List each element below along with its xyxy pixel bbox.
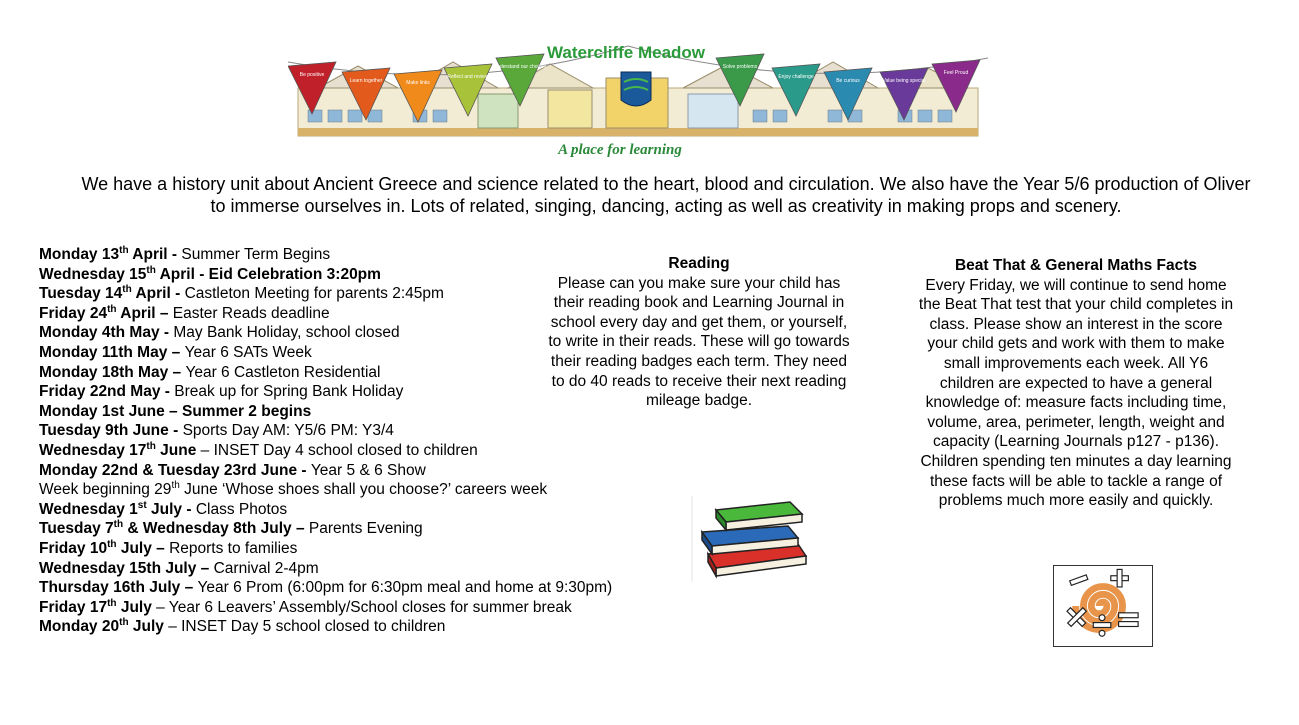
term-date-label: April - Eid Celebration 3:20pm [155,265,381,283]
term-date-event: Easter Reads deadline [172,304,330,322]
term-date-label: Tuesday 14 [39,285,123,303]
date-suffix: th [146,264,156,276]
term-date-label: July - [146,500,196,518]
reading-section [546,254,852,411]
intro-paragraph: We have a history unit about Ancient Greece and science related to the heart, blood and circulation. We also have the Year 5/6 production of Oliver to immerse ourselves in. Lots of related, singing, dancing, acting as well as creativity in making props and scenery. [81,174,1251,216]
term-date-row [39,519,679,539]
term-date-event: Year 6 SATs Week [184,343,312,361]
term-date-event: May Bank Holiday, school closed [173,324,400,342]
term-date-label: Monday 13 [39,246,120,263]
term-date-label: Monday 4th May - [39,324,174,342]
bunting-flag-label: Enjoy challenge [778,74,814,80]
date-suffix: st [137,499,147,511]
maths-section [918,256,1234,511]
term-date-row [39,598,679,618]
term-date-event: Year 6 Prom (6:00pm for 6:30pm meal and home at 9:30pm) [197,579,613,597]
bunting-flag-label: Reflect and review [447,74,489,80]
date-suffix: th [107,597,117,609]
term-date-label: June [155,441,197,459]
term-date-label: Monday 22nd & Tuesday 23rd June - [39,461,311,479]
reading-body: Please can you make sure your child has their reading book and Learning Journal in school every day and get them, or yourself, to write in their reads. These will go towards their reading badges each term. They need to do 40 reads to receive their next reading mileage badge. [548,274,850,410]
bunting-flag-label: Value being special [882,78,926,84]
term-date-label: & Wednesday 8th July – [123,520,309,538]
term-date-row [39,480,679,500]
term-date-event: – INSET Day 5 school closed to children [163,618,446,636]
term-date-label: Monday 1st June – Summer 2 begins [39,402,312,420]
term-date-label: Friday 17 [39,598,108,616]
term-date-row [39,539,679,559]
term-date-event: Castleton Meeting for parents 2:45pm [184,285,444,303]
date-suffix: th [107,303,117,315]
term-date-label: Friday 22nd May - [39,383,175,401]
bunting-flag-label: Learn together [349,78,383,84]
bunting-flag-label: Solve problems [722,64,758,70]
date-suffix: th [113,519,124,531]
term-date-event: – INSET Day 4 school closed to children [196,441,478,459]
term-date-row [39,500,679,520]
term-date-row [39,578,679,598]
term-date-event: Year 6 Castleton Residential [185,363,381,381]
date-suffix: th [171,479,180,491]
bunting-flag-label: Understand our choices [493,64,547,70]
term-date-label: April - [131,285,185,303]
term-date-label: July – [116,539,170,557]
term-date-event: June ‘Whose shoes shall you choose?’ careers week [179,481,548,499]
maths-body: Every Friday, we will continue to send home the Beat That test that your child completes in class. Please show an interest in the score your child gets and work with them to make small improvements each week. All Y6 children are expected to have a general knowledge of: measure facts including time, volume, area, perimeter, length, weight and capacity (Learning Journals p127 - p136). Children spending ten minutes a day learning these facts will be able to tackle a range of problems much more easily and quickly. [918,276,1234,510]
term-date-label: Tuesday 7 [39,520,114,538]
term-date-event: Break up for Spring Bank Holiday [174,383,404,401]
school-tagline: A place for learning [558,142,682,158]
school-name: Watercliffe Meadow [546,43,706,62]
term-date-event: Class Photos [195,500,288,518]
term-date-label: Friday 24 [39,304,108,322]
school-banner [288,18,988,160]
date-suffix: th [146,440,156,452]
term-date-label: Monday 11th May – [39,343,185,361]
term-date-label: Tuesday 9th June - [39,422,183,440]
school-building-illustration [288,18,988,160]
term-date-label: Wednesday 1 [39,500,138,518]
term-date-event: Parents Evening [308,520,423,538]
term-date-row [39,441,679,461]
term-date-row [39,617,679,637]
reading-heading: Reading [668,255,730,272]
term-date-label: Monday 18th May – [39,363,186,381]
term-date-label: July [116,598,152,616]
date-suffix: th [122,284,132,296]
bunting-flag-label: Be curious [836,78,860,84]
bunting-flag-label: Be positive [299,72,325,78]
term-date-event: Carnival 2-4pm [213,559,319,577]
term-date-label: July [128,618,164,636]
date-suffix: th [107,538,117,550]
term-date-row [39,461,679,481]
term-date-label: Thursday 16th July – [39,579,198,597]
maths-heading: Beat That & General Maths Facts [954,257,1198,274]
term-date-label: Wednesday 15th July – [39,559,214,577]
term-date-event: – Year 6 Leavers’ Assembly/School closes for summer break [151,598,572,616]
term-date-label: Wednesday 17 [39,441,147,459]
term-date-label: Friday 10 [39,539,108,557]
term-date-row [39,421,679,441]
maths-symbols-icon [1053,565,1153,647]
term-date-event: Summer Term Begins [181,246,331,263]
term-date-event: Year 5 & 6 Show [310,461,426,479]
term-date-event: Week beginning 29 [39,481,172,499]
term-date-row [39,559,679,579]
bunting-flag-label: Make links [406,80,430,86]
date-suffix: th [119,244,129,256]
term-date-label: Monday 20 [39,618,120,636]
term-date-label: April - [128,246,182,263]
term-date-label: April – [116,304,173,322]
date-suffix: th [119,617,129,629]
term-date-event: Sports Day AM: Y5/6 PM: Y3/4 [182,422,394,440]
term-date-label: Wednesday 15 [39,265,147,283]
books-stack-icon [690,494,814,584]
term-date-event: Reports to families [169,539,298,557]
bunting-flag-label: Feel Proud [943,70,969,76]
